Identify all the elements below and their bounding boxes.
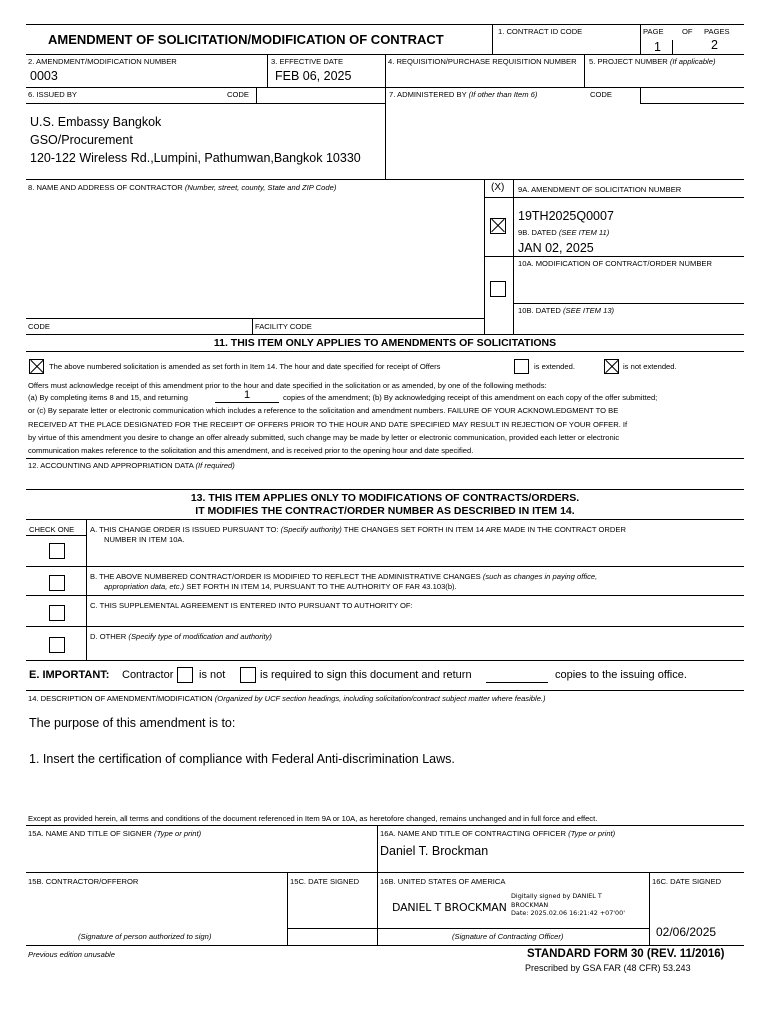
rule [26,825,744,826]
copies-label: copies to the issuing office. [555,669,687,681]
item-13-heading: IT MODIFIES THE CONTRACT/ORDER NUMBER AS DESCRIBED IN ITEM 14. [195,505,575,517]
checkbox-13b[interactable] [49,575,65,591]
is-extended-label: is extended. [534,362,575,371]
officer-name: Daniel T. Brockman [380,844,489,858]
officer-16a-label: 16A. NAME AND TITLE OF CONTRACTING OFFICER (Type or print) [380,829,616,838]
checkbox-13d[interactable] [49,637,65,653]
rule [484,197,744,198]
checkbox-is-not[interactable] [177,667,193,683]
rule [267,54,268,87]
contractor-label: 8. NAME AND ADDRESS OF CONTRACTOR (Number, street, county, State and ZIP Code) [28,183,337,192]
usa-16b-label: 16B. UNITED STATES OF AMERICA [380,877,506,886]
rule [26,318,484,319]
rule [26,945,744,946]
option-d-text: D. OTHER (Specify type of modification and authority) [90,632,272,641]
administered-label: 7. ADMINISTERED BY (If other than Item 6) [389,90,538,99]
amendment-label: 2. AMENDMENT/MODIFICATION NUMBER [28,57,177,66]
issuer-line: 120-122 Wireless Rd.,Lumpini, Pathumwan,Bangkok 10330 [30,151,361,165]
form-title: AMENDMENT OF SOLICITATION/MODIFICATION OF CONTRACT [48,32,444,47]
page-number: 1 [654,40,661,54]
requisition-label: 4. REQUISITION/PURCHASE REQUISITION NUMBER [388,57,577,66]
rule [215,402,279,403]
rule [26,179,744,180]
rule [26,458,744,459]
checkbox-extended[interactable] [514,359,529,374]
date-16c-label: 16C. DATE SIGNED [652,877,722,886]
rule [385,87,386,179]
item-11-heading: 11. THIS ITEM ONLY APPLIES TO AMENDMENTS OF SOLICITATIONS [213,337,557,349]
contractor-word: Contractor [122,669,174,681]
issuer-line: GSO/Procurement [30,133,133,147]
facility-code-label: FACILITY CODE [255,322,312,331]
rule [640,87,641,104]
checkbox-amended[interactable] [29,359,44,374]
is-not-label: is not [199,669,226,681]
prescribed-note: Prescribed by GSA FAR (48 CFR) 53.243 [525,963,691,973]
rule [26,24,744,25]
checkbox-not-extended[interactable] [604,359,619,374]
code-label: CODE [590,90,612,99]
description-line: The purpose of this amendment is to: [29,716,236,730]
rule [385,54,386,87]
rule [672,40,673,54]
effective-date-label: 3. EFFECTIVE DATE [271,57,344,66]
date-15c-label: 15C. DATE SIGNED [290,877,360,886]
pages-label: PAGES [704,27,730,36]
check-one-label: CHECK ONE [29,525,75,534]
issuer-line: U.S. Embassy Bangkok [30,115,162,129]
x-column-label: (X) [491,182,505,193]
rule [26,351,744,352]
amend-sol-label: 9A. AMENDMENT OF SOLICITATION NUMBER [518,185,682,194]
issued-by-label: 6. ISSUED BY [28,90,77,99]
code-label: CODE [227,90,249,99]
rule [26,690,744,691]
dated-9b-label: 9B. DATED (SEE ITEM 11) [518,228,610,237]
option-c-text: C. THIS SUPPLEMENTAL AGREEMENT IS ENTERED INTO PURSUANT TO AUTHORITY OF: [90,601,413,610]
rule [492,24,493,54]
page-label: PAGE [643,27,664,36]
item-11-paragraph: (a) By completing items 8 and 15, and returning [28,393,188,402]
of-label: OF [682,27,693,36]
rule [26,535,86,536]
standard-form-label: STANDARD FORM 30 (REV. 11/2016) [527,948,725,960]
rule [26,103,385,104]
checkbox-9a[interactable] [490,218,506,234]
signature-person-caption: (Signature of person authorized to sign) [78,932,212,941]
date-signed: 02/06/2025 [656,925,717,939]
code-label: CODE [28,322,50,331]
rule [26,660,744,661]
item-11-line: The above numbered solicitation is amended as set forth in Item 14. The hour and date specified for receipt of Offers [49,362,441,371]
checkbox-13a[interactable] [49,543,65,559]
checkbox-10a[interactable] [490,281,506,297]
dated-9b-value: JAN 02, 2025 [518,241,594,255]
rule [640,103,744,104]
signature-officer-caption: (Signature of Contracting Officer) [452,932,564,941]
signer-15a-label: 15A. NAME AND TITLE OF SIGNER (Type or print) [28,829,202,838]
checkbox-is-required[interactable] [240,667,256,683]
copies-blank[interactable] [486,682,548,683]
rule [649,872,650,945]
rule [26,626,744,627]
important-label: E. IMPORTANT: [29,669,110,681]
rule [86,519,87,660]
rule [26,489,744,490]
item-11-paragraph: by virtue of this amendment you desire to change an offer already submitted, such change may be made by letter or electronic communication, provided each letter or electronic [28,433,620,442]
item-13-heading: 13. THIS ITEM APPLIES ONLY TO MODIFICATIONS OF CONTRACTS/ORDERS. [190,492,580,504]
rule [26,595,744,596]
total-pages: 2 [711,38,718,52]
previous-edition-note: Previous edition unusable [28,950,115,959]
amendment-number: 0003 [30,69,58,83]
item-11-paragraph: communication makes reference to the solicitation and this amendment, and is received prior to the opening hour and date specified. [28,446,474,455]
rule [640,24,641,54]
item-11-paragraph: or (c) By separate letter or electronic communication which includes a reference to the solicitation and amendment numbers. FAILURE OF YOUR ACKNOWLEDGMENT TO BE [28,406,619,415]
rule [377,825,378,945]
option-a-text: NUMBER IN ITEM 10A. [104,535,185,544]
description-line: 1. Insert the certification of compliance with Federal Anti-discrimination Laws. [29,752,455,766]
item-11-paragraph: copies of the amendment; (b) By acknowledging receipt of this amendment on each copy of the offer submitted; [283,393,658,402]
option-b-text: B. THE ABOVE NUMBERED CONTRACT/ORDER IS MODIFIED TO REFLECT THE ADMINISTRATIVE CHANGES (such as changes in paying office, [90,572,598,581]
dated-10b-label: 10B. DATED (SEE ITEM 13) [518,306,615,315]
effective-date: FEB 06, 2025 [275,69,352,83]
rule [584,54,585,87]
contract-id-label: 1. CONTRACT ID CODE [498,27,583,36]
option-a-text: A. THIS CHANGE ORDER IS ISSUED PURSUANT TO: (Specify authority) THE CHANGES SET FORTH IN ITEM 14 ARE MADE IN THE CONTRACT ORDER [90,525,626,534]
rule [252,318,253,334]
except-note: Except as provided herein, all terms and conditions of the document referenced in Item 9A or 10A, as heretofore changed, remains unchanged and in full force and effect. [28,814,598,823]
mod-10a-label: 10A. MODIFICATION OF CONTRACT/ORDER NUMBER [518,259,712,268]
rule [287,872,288,945]
item-12-label: 12. ACCOUNTING AND APPROPRIATION DATA (If required) [28,461,235,470]
digital-signature-stamp: Digitally signed by DANIEL T BROCKMAN Date: 2025.02.06 16:21:42 +07'00' [511,892,625,917]
checkbox-13c[interactable] [49,605,65,621]
solicitation-number: 19TH2025Q0007 [518,209,614,223]
is-not-extended-label: is not extended. [623,362,677,371]
rule [26,519,744,520]
is-required-label: is required to sign this document and return [260,669,472,681]
item-11-paragraph: RECEIVED AT THE PLACE DESIGNATED FOR THE RECEIPT OF OFFERS PRIOR TO THE HOUR AND DATE SPECIFIED MAY RESULT IN REJECTION OF YOUR OFFER. If [28,420,628,429]
rule [256,87,257,104]
item-14-label: 14. DESCRIPTION OF AMENDMENT/MODIFICATION (Organized by UCF section headings, including solicitation/contract subject matter where feasible.) [28,694,546,703]
digital-signature-name: DANIEL T BROCKMAN [392,901,507,914]
rule [26,334,744,335]
rule [513,303,744,304]
project-label: 5. PROJECT NUMBER (If applicable) [589,57,716,66]
rule [484,256,744,257]
option-b-text: appropriation data, etc.) SET FORTH IN ITEM 14, PURSUANT TO THE AUTHORITY OF FAR 43.103(b). [104,582,457,591]
rule [288,928,650,929]
rule [26,566,744,567]
copies-returned: 1 [243,389,251,401]
rule [26,872,744,873]
item-11-paragraph: Offers must acknowledge receipt of this amendment prior to the hour and date specified in the solicitation or as amended, by one of the following methods: [28,381,547,390]
contractor-15b-label: 15B. CONTRACTOR/OFFEROR [28,877,139,886]
